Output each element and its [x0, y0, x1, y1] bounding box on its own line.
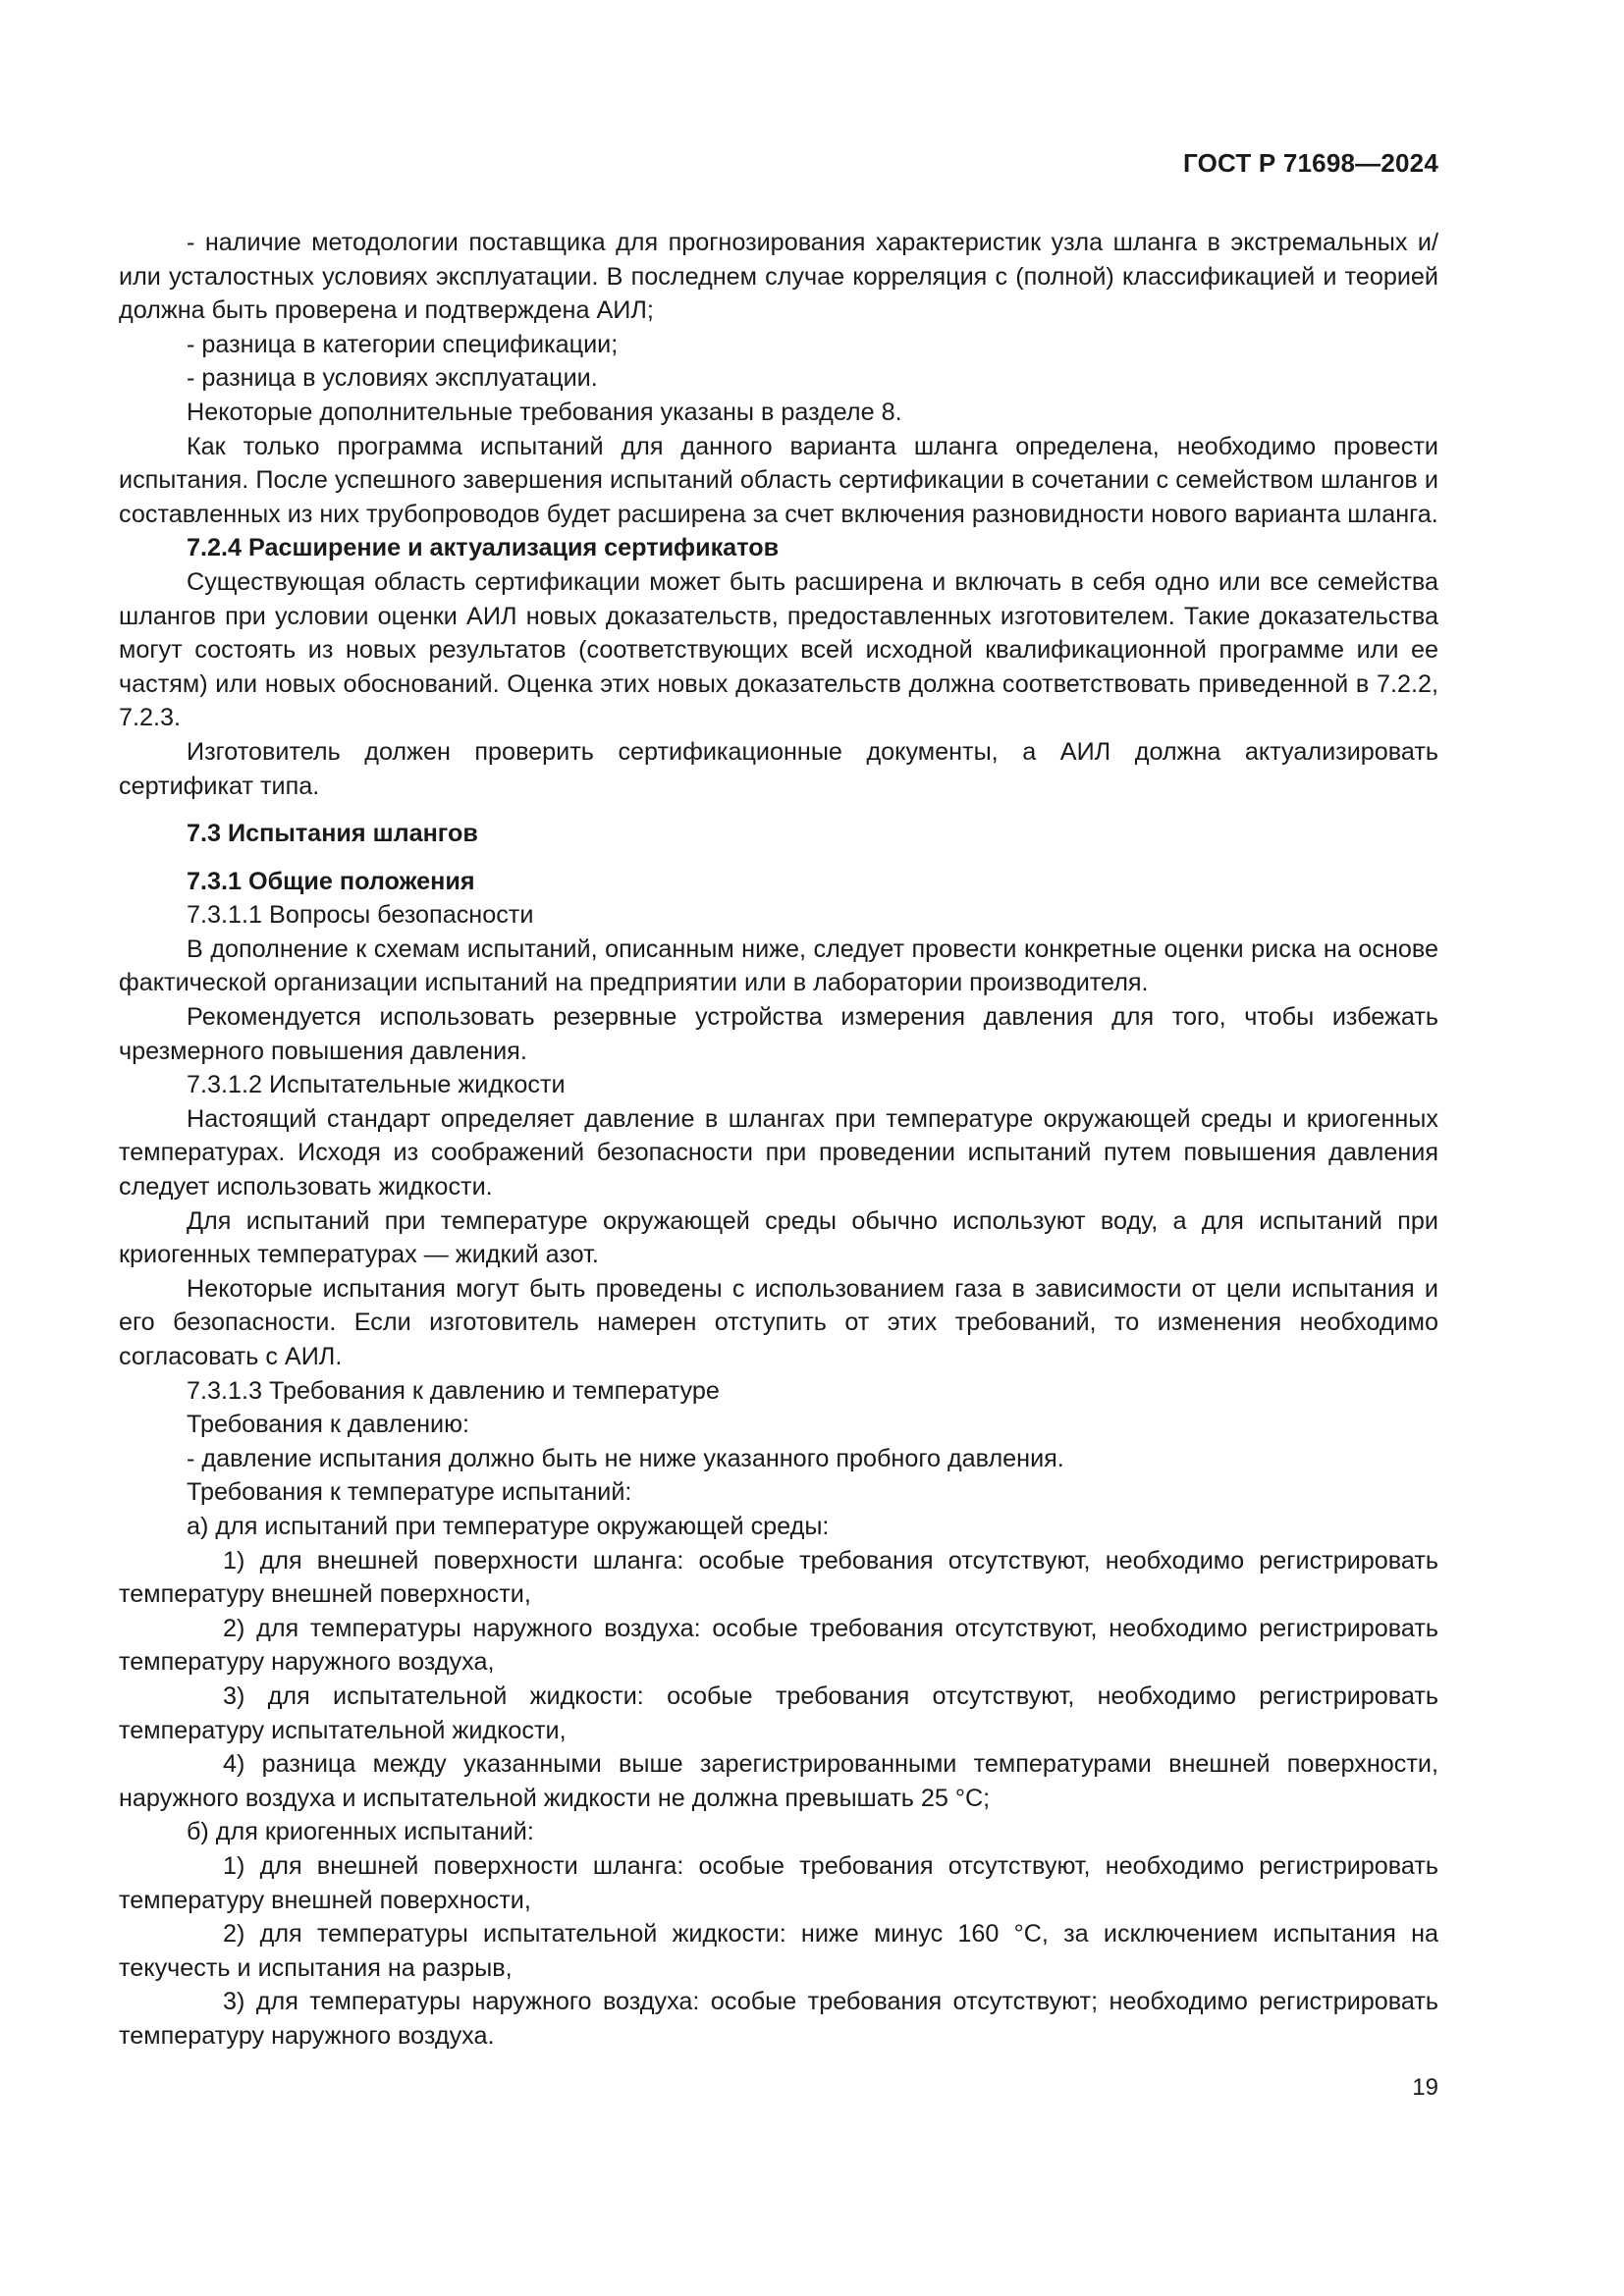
section-heading-7-3: 7.3 Испытания шлангов: [187, 820, 478, 848]
subsection-title-7-3-1-3: 7.3.1.3 Требования к давлению и температуре: [187, 1376, 720, 1405]
list-item: 4) разница между указанными выше зарегистрированными температурами внешней поверхности, наружного воздуха и испытательной жидкости не должна превышать 25 °С;: [119, 1750, 1438, 1812]
subsection-title-7-3-1-2: 7.3.1.2 Испытательные жидкости: [187, 1071, 566, 1099]
paragraph: В дополнение к схемам испытаний, описанным ниже, следует провести конкретные оценки риска на основе фактической организации испытаний на предприятии или в лаборатории производителя.: [119, 934, 1438, 997]
section-heading-7-3-1: 7.3.1 Общие положения: [187, 867, 475, 895]
paragraph: Требования к давлению:: [187, 1411, 469, 1439]
paragraph: Некоторые испытания могут быть проведены с использованием газа в зависимости от цели испытания и его безопасности. Если изготовитель намерен отступить от этих требований, то изменения необходимо согласовать с АИЛ.: [119, 1274, 1438, 1370]
list-item: 1) для внешней поверхности шланга: особые требования отсутствуют, необходимо регистрировать температуру внешней поверхности,: [119, 1851, 1438, 1914]
paragraph: - наличие методологии поставщика для прогнозирования характеристик узла шланга в экстремальных и/или усталостных условиях эксплуатации. В последнем случае корреляция с (полной) классификацией и теорией должна быть проверена и подтверждена АИЛ;: [119, 229, 1438, 325]
document-designation: ГОСТ Р 71698—2024: [1183, 148, 1438, 178]
paragraph: Для испытаний при температуре окружающей среды обычно используют воду, а для испытаний при криогенных температурах — жидкий азот.: [119, 1206, 1438, 1269]
paragraph: Как только программа испытаний для данного варианта шланга определена, необходимо провести испытания. После успешного завершения испытаний область сертификации в сочетании с семейством шлангов и составленных из них трубопроводов будет расширена за счет включения разновидности нового варианта шланга.: [119, 432, 1438, 528]
paragraph: Настоящий стандарт определяет давление в шлангах при температуре окружающей среды и криогенных температурах. Исходя из соображений безопасности при проведении испытаний путем повышения давления следует использовать жидкости.: [119, 1104, 1438, 1201]
page-body: [119, 226, 1438, 2053]
list-item: 3) для температуры наружного воздуха: особые требования отсутствуют; необходимо регистрировать температуру наружного воздуха.: [119, 1988, 1438, 2050]
list-item: 1) для внешней поверхности шланга: особые требования отсутствуют, необходимо регистрировать температуру внешней поверхности,: [119, 1546, 1438, 1609]
list-item: - разница в условиях эксплуатации.: [187, 364, 598, 393]
paragraph: Рекомендуется использовать резервные устройства измерения давления для того, чтобы избежать чрезмерного повышения давления.: [119, 1003, 1438, 1065]
list-item: а) для испытаний при температуре окружающей среды:: [187, 1512, 830, 1540]
list-item: б) для криогенных испытаний:: [187, 1818, 534, 1846]
paragraph: Изготовитель должен проверить сертификационные документы, а АИЛ должна актуализировать сертификат типа.: [119, 737, 1438, 800]
paragraph: Существующая область сертификации может быть расширена и включать в себя одно или все семейства шлангов при условии оценки АИЛ новых доказательств, предоставленных изготовителем. Такие доказательства могут состоять из новых результатов (соответствующих всей исходной квалификационной программе или ее частям) или новых обоснований. Оценка этих новых доказательств должна соответствовать приведенной в 7.2.2, 7.2.3.: [119, 567, 1438, 732]
list-item: 2) для температуры наружного воздуха: особые требования отсутствуют, необходимо регистрировать температуру наружного воздуха,: [119, 1614, 1438, 1677]
subsection-title-7-3-1-1: 7.3.1.1 Вопросы безопасности: [187, 901, 534, 930]
section-heading-7-2-4: 7.2.4 Расширение и актуализация сертификатов: [187, 534, 780, 562]
paragraph: Требования к температуре испытаний:: [187, 1478, 632, 1507]
paragraph: Некоторые дополнительные требования указаны в разделе 8.: [187, 398, 902, 426]
list-item: 2) для температуры испытательной жидкости: ниже минус 160 °С, за исключением испытания на текучесть и испытания на разрыв,: [119, 1920, 1438, 1982]
page-number: 19: [1412, 2074, 1438, 2101]
list-item: - давление испытания должно быть не ниже указанного пробного давления.: [187, 1444, 1064, 1472]
list-item: - разница в категории спецификации;: [187, 330, 619, 358]
list-item: 3) для испытательной жидкости: особые требования отсутствуют, необходимо регистрировать температуру испытательной жидкости,: [119, 1682, 1438, 1744]
